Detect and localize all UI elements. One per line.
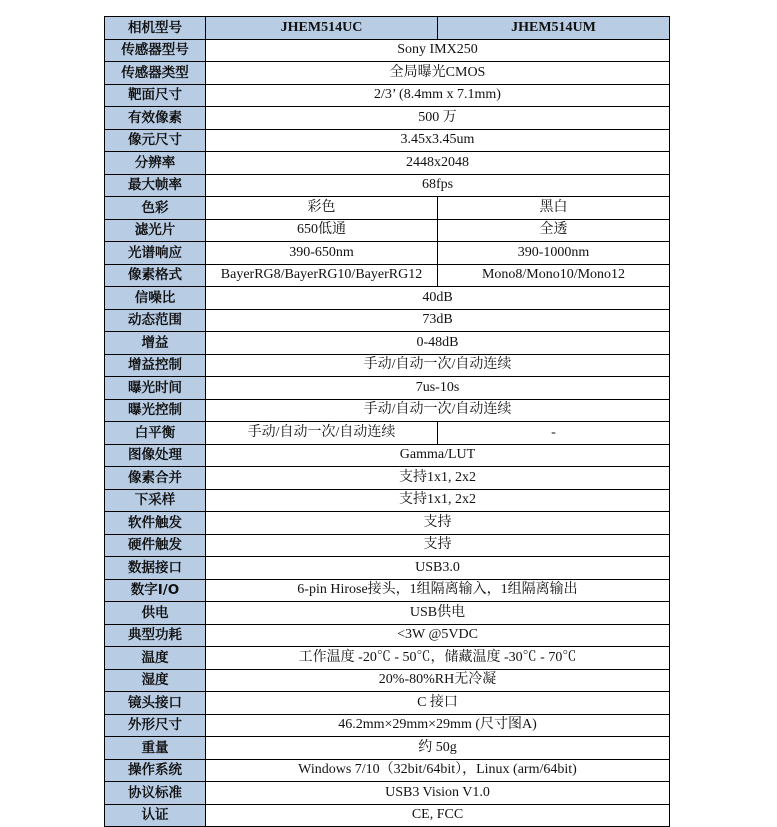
spec-value: 手动/自动一次/自动连续 bbox=[206, 399, 670, 422]
spec-value: 工作温度 -20℃ - 50℃，储藏温度 -30℃ - 70℃ bbox=[206, 647, 670, 670]
spec-label: 镜头接口 bbox=[105, 692, 206, 715]
spec-row bbox=[105, 444, 670, 467]
spec-value: 约 50g bbox=[206, 737, 670, 760]
spec-label: 传感器型号 bbox=[105, 39, 206, 62]
spec-row bbox=[105, 399, 670, 422]
spec-value: 手动/自动一次/自动连续 bbox=[206, 354, 670, 377]
spec-value: 3.45x3.45um bbox=[206, 129, 670, 152]
spec-label: 曝光时间 bbox=[105, 377, 206, 400]
spec-value: USB3.0 bbox=[206, 557, 670, 580]
spec-label: 有效像素 bbox=[105, 107, 206, 130]
spec-label: 传感器类型 bbox=[105, 62, 206, 85]
spec-label: 滤光片 bbox=[105, 219, 206, 242]
spec-value: 支持 bbox=[206, 534, 670, 557]
header-label: 相机型号 bbox=[105, 17, 206, 40]
spec-label: 动态范围 bbox=[105, 309, 206, 332]
spec-value-um: 黑白 bbox=[438, 197, 670, 220]
spec-value-uc: 390-650nm bbox=[206, 242, 438, 265]
spec-value-uc: 650低通 bbox=[206, 219, 438, 242]
spec-value-uc: BayerRG8/BayerRG10/BayerRG12 bbox=[206, 264, 438, 287]
spec-row bbox=[105, 782, 670, 805]
spec-value: 支持1x1, 2x2 bbox=[206, 489, 670, 512]
spec-label: 信噪比 bbox=[105, 287, 206, 310]
spec-value: 2448x2048 bbox=[206, 152, 670, 175]
spec-value: C 接口 bbox=[206, 692, 670, 715]
spec-value: 73dB bbox=[206, 309, 670, 332]
spec-row bbox=[105, 197, 670, 220]
spec-row bbox=[105, 174, 670, 197]
spec-label: 色彩 bbox=[105, 197, 206, 220]
model-name: JHEM514UC bbox=[206, 17, 438, 40]
spec-label: 重量 bbox=[105, 737, 206, 760]
spec-label: 数据接口 bbox=[105, 557, 206, 580]
spec-row bbox=[105, 804, 670, 827]
spec-label: 靶面尺寸 bbox=[105, 84, 206, 107]
spec-label: 曝光控制 bbox=[105, 399, 206, 422]
spec-row bbox=[105, 377, 670, 400]
spec-row bbox=[105, 422, 670, 445]
spec-value: 500 万 bbox=[206, 107, 670, 130]
header-row bbox=[105, 17, 670, 40]
spec-row bbox=[105, 624, 670, 647]
spec-row bbox=[105, 647, 670, 670]
spec-row bbox=[105, 714, 670, 737]
spec-label: 增益控制 bbox=[105, 354, 206, 377]
spec-row bbox=[105, 557, 670, 580]
spec-row bbox=[105, 354, 670, 377]
spec-label: 数字I/O bbox=[105, 579, 206, 602]
spec-row bbox=[105, 602, 670, 625]
spec-value: 0-48dB bbox=[206, 332, 670, 355]
spec-label: 图像处理 bbox=[105, 444, 206, 467]
spec-row bbox=[105, 309, 670, 332]
spec-row bbox=[105, 489, 670, 512]
spec-value: Gamma/LUT bbox=[206, 444, 670, 467]
spec-value: <3W @5VDC bbox=[206, 624, 670, 647]
spec-label: 协议标准 bbox=[105, 782, 206, 805]
spec-row bbox=[105, 62, 670, 85]
spec-value: 46.2mm×29mm×29mm (尺寸图A) bbox=[206, 714, 670, 737]
spec-label: 供电 bbox=[105, 602, 206, 625]
spec-row bbox=[105, 534, 670, 557]
spec-label: 像素格式 bbox=[105, 264, 206, 287]
spec-value: 2/3’ (8.4mm x 7.1mm) bbox=[206, 84, 670, 107]
spec-value: 支持 bbox=[206, 512, 670, 535]
spec-value: 20%-80%RH无冷凝 bbox=[206, 669, 670, 692]
spec-row bbox=[105, 264, 670, 287]
spec-body bbox=[105, 39, 670, 827]
spec-label: 软件触发 bbox=[105, 512, 206, 535]
spec-value: CE, FCC bbox=[206, 804, 670, 827]
spec-row bbox=[105, 287, 670, 310]
spec-value: Windows 7/10（32bit/64bit），Linux (arm/64bit) bbox=[206, 759, 670, 782]
spec-value: 68fps bbox=[206, 174, 670, 197]
spec-label: 硬件触发 bbox=[105, 534, 206, 557]
spec-value: 6-pin Hirose接头，1组隔离输入，1组隔离输出 bbox=[206, 579, 670, 602]
spec-label: 增益 bbox=[105, 332, 206, 355]
spec-row bbox=[105, 579, 670, 602]
spec-row bbox=[105, 84, 670, 107]
spec-value: 7us-10s bbox=[206, 377, 670, 400]
spec-row bbox=[105, 107, 670, 130]
spec-value-um: - bbox=[438, 422, 670, 445]
spec-value: 全局曝光CMOS bbox=[206, 62, 670, 85]
spec-value: 40dB bbox=[206, 287, 670, 310]
spec-label: 温度 bbox=[105, 647, 206, 670]
spec-label: 下采样 bbox=[105, 489, 206, 512]
spec-label: 典型功耗 bbox=[105, 624, 206, 647]
spec-row bbox=[105, 242, 670, 265]
spec-row bbox=[105, 39, 670, 62]
spec-value-uc: 彩色 bbox=[206, 197, 438, 220]
spec-value: 支持1x1, 2x2 bbox=[206, 467, 670, 490]
spec-row bbox=[105, 332, 670, 355]
spec-row bbox=[105, 129, 670, 152]
spec-value-um: Mono8/Mono10/Mono12 bbox=[438, 264, 670, 287]
model-name: JHEM514UM bbox=[438, 17, 670, 40]
spec-row bbox=[105, 152, 670, 175]
spec-label: 白平衡 bbox=[105, 422, 206, 445]
spec-label: 最大帧率 bbox=[105, 174, 206, 197]
spec-row bbox=[105, 737, 670, 760]
spec-value: Sony IMX250 bbox=[206, 39, 670, 62]
spec-row bbox=[105, 512, 670, 535]
spec-row bbox=[105, 467, 670, 490]
spec-value: USB3 Vision V1.0 bbox=[206, 782, 670, 805]
spec-label: 操作系统 bbox=[105, 759, 206, 782]
spec-label: 认证 bbox=[105, 804, 206, 827]
spec-label: 分辨率 bbox=[105, 152, 206, 175]
spec-label: 光谱响应 bbox=[105, 242, 206, 265]
spec-row bbox=[105, 759, 670, 782]
spec-row bbox=[105, 692, 670, 715]
spec-value-uc: 手动/自动一次/自动连续 bbox=[206, 422, 438, 445]
spec-row bbox=[105, 669, 670, 692]
spec-row bbox=[105, 219, 670, 242]
spec-value-um: 390-1000nm bbox=[438, 242, 670, 265]
spec-label: 像元尺寸 bbox=[105, 129, 206, 152]
spec-value: USB供电 bbox=[206, 602, 670, 625]
spec-label: 外形尺寸 bbox=[105, 714, 206, 737]
spec-label: 像素合并 bbox=[105, 467, 206, 490]
spec-label: 湿度 bbox=[105, 669, 206, 692]
spec-value-um: 全透 bbox=[438, 219, 670, 242]
spec-table bbox=[104, 16, 670, 827]
